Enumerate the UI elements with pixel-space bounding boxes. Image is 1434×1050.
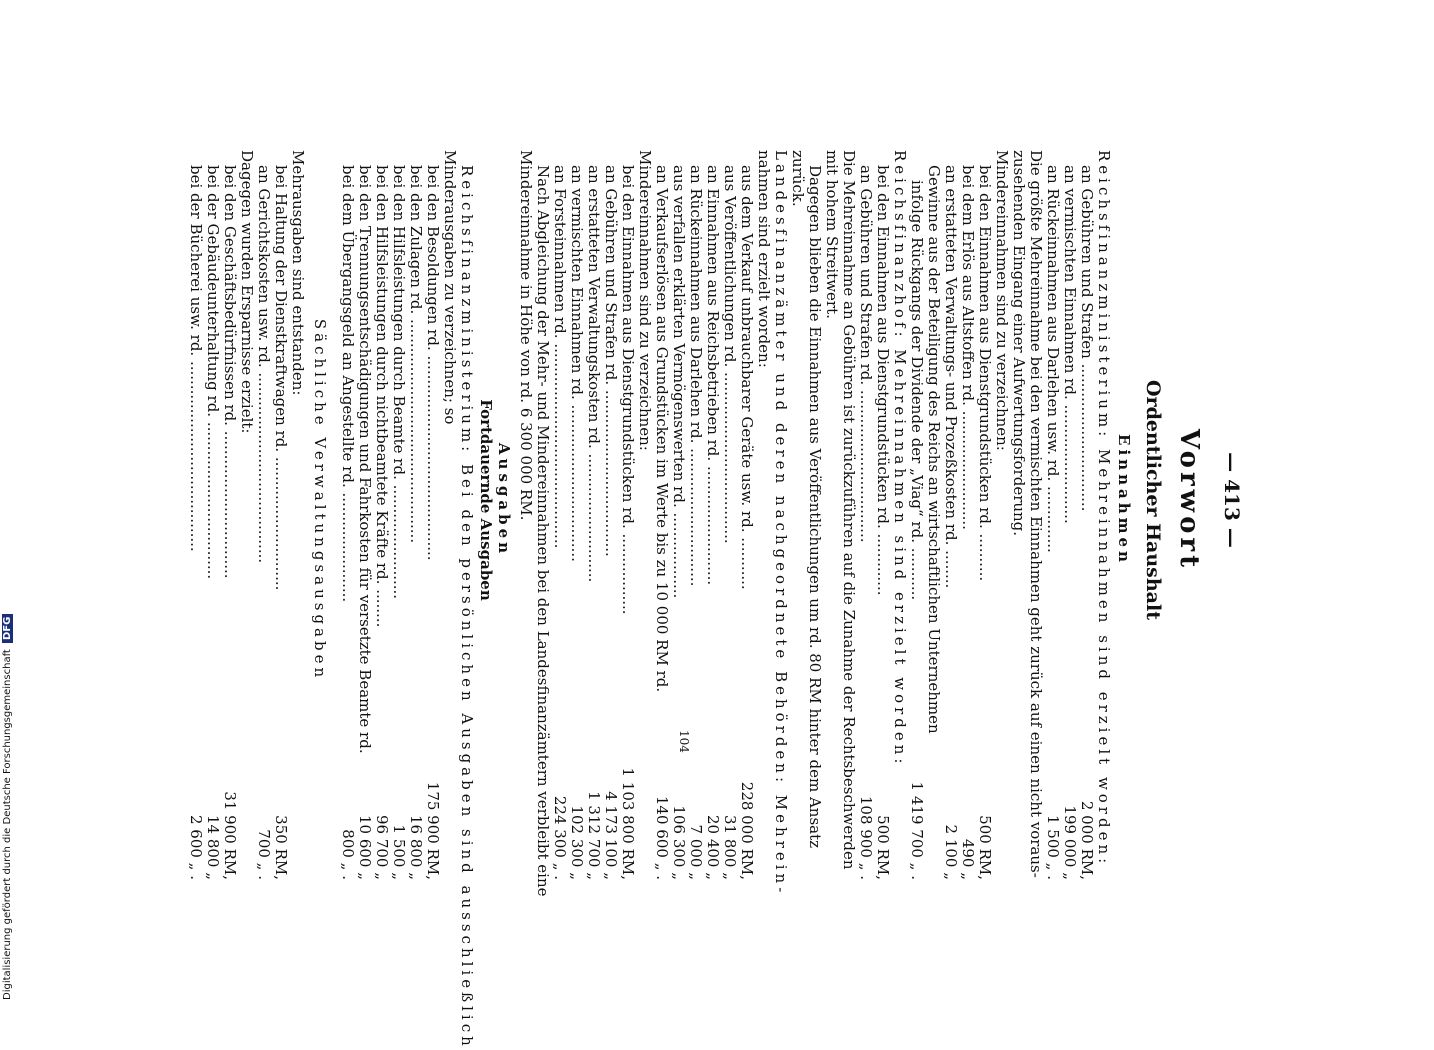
text-line: aus Veröffentlichungen rd. .................................... xyxy=(721,165,739,544)
amount: 2 100 „ xyxy=(942,824,960,880)
text-line: Mindereinnahmen sind zu verzeichnen: xyxy=(993,150,1011,451)
amount: 102 300 „ xyxy=(568,805,586,880)
amount: 224 300 „ . xyxy=(551,795,569,880)
amount: 700 „ . xyxy=(255,829,273,880)
text-line: bei den Zulagen rd. ............................................... xyxy=(407,165,425,544)
text-line: Reichsfinanzministerium: Mehreinnahmen sind erzielt worden: xyxy=(1095,150,1113,868)
text-line: Mehrausgaben sind entstanden: xyxy=(289,150,307,396)
amount: 96 700 „ xyxy=(373,814,391,880)
text-line: bei Haltung der Dienstkraftwagen rd. ............................ xyxy=(272,165,290,591)
amount: 490 „ xyxy=(959,838,977,880)
amount: 20 400 „ xyxy=(704,814,722,880)
text-line: an Gebühren und Strafen rd. ................................ xyxy=(857,165,875,543)
amount: 228 000 RM, xyxy=(738,781,756,880)
amount: 1 419 700 „ . xyxy=(908,781,926,880)
text-line: aus dem Verkauf unbrauchbarer Geräte usw. rd. ........... xyxy=(738,165,756,590)
text-line: an Rückeinnahmen aus Darlehen usw. rd. .............. xyxy=(1044,165,1062,553)
text-line: an vermischten Einnahmen rd. ......................... xyxy=(1061,165,1079,524)
text-line: Die größte Mehreinnahme bei den vermischten Einnahmen geht zurück auf einen nicht voraus- xyxy=(1027,150,1045,878)
text-line: Reichsfinanzministerium: Bei den persönlichen Ausgaben sind ausschließlich xyxy=(458,165,476,1050)
amount: 199 000 „ xyxy=(1061,805,1079,880)
text-line: bei den Einnahmen aus Dienstgrundstücken rd. .......... xyxy=(976,165,994,582)
text-line: mit hohem Streitwert. xyxy=(823,150,841,319)
text-line: Minderausgaben zu verzeichnen; so xyxy=(441,150,459,425)
footer-text: Digitalisierung gefördert durch die Deutsche Forschungsgemeinschaft xyxy=(2,649,13,1000)
amount: 800 „ . xyxy=(339,829,357,880)
text-line: bei der Bücherei usw. rd. ........................................ xyxy=(187,165,205,552)
text-line: bei dem Erlös aus Altstoffen rd. ......................... xyxy=(959,165,977,530)
text-line: bei den Einnahmen aus Dienstgrundstücken rd. ................. xyxy=(619,165,637,615)
text-line: zurück. xyxy=(789,150,807,207)
text-line: Mindereinnahme in Höhe von rd. 6 300 000 RM. xyxy=(517,150,535,521)
heading-saechliche-verwaltungsausgaben: Sächliche Verwaltungsausgaben xyxy=(311,318,329,682)
text-line: bei den Besoldungen rd. ........................................... xyxy=(424,165,442,561)
amount: 4 173 100 „ xyxy=(602,791,620,880)
text-line: an Gebühren und Strafen ............................... xyxy=(1078,165,1096,512)
amount: 500 RM, xyxy=(976,815,994,880)
amount: 1 312 700 „ xyxy=(585,791,603,880)
amount: 500 RM, xyxy=(874,815,892,880)
text-line: Gewinne aus der Beteiligung des Reichs an wirtschaftlichen Unternehmen xyxy=(925,165,943,734)
amount: 7 000 „ xyxy=(687,824,705,880)
amount: 31 900 RM, xyxy=(221,791,239,880)
text-line: bei den Trennungsentschädigungen und Fahrkosten für versetzte Beamte rd. xyxy=(356,165,374,754)
text-line: Die Mehreinnahme an Gebühren ist zurückzuführen auf die Zunahme der Rechtsbeschwerden xyxy=(840,150,858,870)
amount: 2 600 „ . xyxy=(187,814,205,880)
amount: 140 600 „ . xyxy=(653,795,671,880)
text-line: bei den Geschäftsbedürfnissen rd. ............................... xyxy=(221,165,239,579)
amount: 2 000 RM, xyxy=(1078,800,1096,880)
page-title: Vorwort xyxy=(1174,428,1204,572)
heading-einnahmen: Einnahmen xyxy=(1115,434,1133,566)
text-line: Nach Abgleichung der Mehr- und Mindereinnahmen bei den Landesfinanzämtern verbleibt eine xyxy=(534,165,552,897)
amount: 108 900 „ . xyxy=(857,795,875,880)
text-line: bei dem Übergangsgeld an Angestellte rd. ....................... xyxy=(339,165,357,603)
text-line: an Forsteinnahmen rd. ........................................... xyxy=(551,165,569,549)
amount: 16 800 „ xyxy=(407,814,425,880)
text-line: bei den Hilfsleistungen durch nichtbeamtete Kräfte rd. ........ xyxy=(373,165,391,628)
text-line: Dagegen wurden Ersparnisse erzielt: xyxy=(238,150,256,434)
page-subtitle: Ordentlicher Haushalt xyxy=(1142,380,1164,620)
amount: 31 800 „ xyxy=(721,814,739,880)
amount: 14 800 „ xyxy=(204,814,222,880)
amount: 1 500 „ . xyxy=(1044,814,1062,880)
text-line: an erstatteten Verwaltungskosten rd. ........................... xyxy=(585,165,603,583)
text-line: bei den Hilfsleistungen durch Beamte rd. ........................ xyxy=(390,165,408,600)
text-line: Reichsfinanzhof: Mehreinnahmen sind erzielt worden: xyxy=(891,150,909,768)
amount: 350 RM, xyxy=(272,815,290,880)
text-line: Landesfinanzämter und deren nachgeordnete Behörden: Mehrein- xyxy=(772,150,790,897)
digitization-footer xyxy=(2,0,13,1000)
text-line: an vermischten Einnahmen rd. ................................. xyxy=(568,165,586,562)
text-line: an erstatteten Verwaltungs- und Prozeßkosten rd. ........ xyxy=(942,165,960,589)
page-number: — 413 — xyxy=(1220,452,1244,548)
amount: 1 103 800 RM, xyxy=(619,767,637,880)
text-line: Dagegen blieben die Einnahmen aus Veröffentlichungen um rd. 80 RM hinter dem Ansatz xyxy=(806,165,824,849)
amount: 1 500 „ xyxy=(390,824,408,880)
text-line: Mindereinnahmen sind zu verzeichnen: xyxy=(636,150,654,451)
text-line: an Gebühren und Strafen rd. ................................... xyxy=(602,165,620,557)
text-line: aus verfallen erklärten Vermögenswerten rd. .................. xyxy=(670,165,688,599)
text-line: infolge Rückgangs der Dividende der „Viag“ rd. ........... xyxy=(908,180,926,601)
heading-fortdauernde-ausgaben: Fortdauernde Ausgaben xyxy=(477,399,495,601)
page-footnote-number: 104 xyxy=(677,730,691,753)
text-line: bei der Gebäudeunterhaltung rd. ................................. xyxy=(204,165,222,580)
rotated-text-block xyxy=(80,0,1300,1050)
text-line: an Verkaufserlösen aus Grundstücken im Werte bis zu 10 000 RM rd. xyxy=(653,165,671,693)
text-line: bei den Einnahmen aus Dienstgrundstücken rd. ............. xyxy=(874,165,892,596)
text-line: an Gerichtskosten usw. rd. ........................................ xyxy=(255,165,273,564)
text-line: nahmen sind erzielt worden: xyxy=(755,150,773,368)
amount: 175 900 RM, xyxy=(424,781,442,880)
amount: 106 300 „ xyxy=(670,805,688,880)
heading-ausgaben: Ausgaben xyxy=(495,442,513,558)
text-line: zusehenden Eingang einer Aufwertungsforderung. xyxy=(1010,150,1028,537)
amount: 10 600 „ xyxy=(356,814,374,880)
text-line: an Rückeinnahmen aus Darlehen rd. ............................. xyxy=(687,165,705,587)
dfg-logo-icon: DFG xyxy=(2,614,13,643)
text-line: an Einnahmen aus Reichsbetrieben rd. ......................... xyxy=(704,165,722,586)
